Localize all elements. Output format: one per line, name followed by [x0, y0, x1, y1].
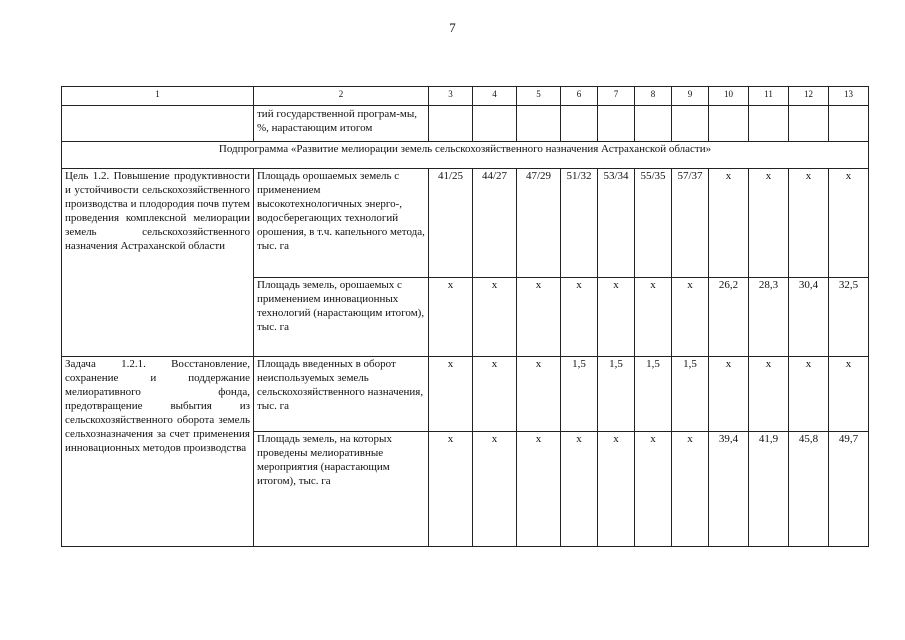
indicator-cell: Площадь введенных в оборот неиспользуемых земель сельскохозяйственного назначения, тыс. га [254, 357, 429, 432]
value-cell [789, 106, 829, 142]
column-header: 8 [635, 87, 672, 106]
value-cell: 49,7 [829, 432, 869, 547]
value-cell: х [789, 357, 829, 432]
value-cell: 47/29 [517, 169, 561, 278]
column-header: 10 [709, 87, 749, 106]
page-number: 7 [449, 20, 456, 35]
value-cell [829, 106, 869, 142]
value-cell [429, 106, 473, 142]
value-cell: 51/32 [561, 169, 598, 278]
value-cell: х [429, 357, 473, 432]
value-cell: х [635, 432, 672, 547]
value-cell: х [672, 278, 709, 357]
value-cell [749, 106, 789, 142]
value-cell: х [517, 432, 561, 547]
value-cell: х [829, 169, 869, 278]
value-cell: х [561, 278, 598, 357]
subprogram-title: Подпрограмма «Развитие мелиорации земель сельскохозяйственного назначения Астраханской области» [62, 142, 869, 169]
value-cell: 39,4 [709, 432, 749, 547]
table-row [62, 106, 869, 142]
column-header: 1 [62, 87, 254, 106]
column-header: 12 [789, 87, 829, 106]
value-cell: х [429, 432, 473, 547]
table-row [62, 169, 869, 278]
value-cell [517, 106, 561, 142]
value-cell: 1,5 [561, 357, 598, 432]
indicator-cell: Площадь земель, на которых проведены мелиоративные мероприятия (нарастающим итогом), тыс. га [254, 432, 429, 547]
goal-cell: Задача 1.2.1. Восстановление, сохранение и поддержание мелиоративного фонда, предотвращение выбытия из сельскохозяйственного оборота земель сельхозназначения за счет применения инновационных методов производства [62, 357, 254, 547]
column-header: 5 [517, 87, 561, 106]
value-cell: 57/37 [672, 169, 709, 278]
value-cell: х [473, 278, 517, 357]
value-cell: 41,9 [749, 432, 789, 547]
value-cell: 30,4 [789, 278, 829, 357]
value-cell [635, 106, 672, 142]
goal-cell [62, 106, 254, 142]
value-cell [561, 106, 598, 142]
column-header: 7 [598, 87, 635, 106]
goal-cell: Цель 1.2. Повышение продуктивности и устойчивости сельскохозяйственного производства и плодородия почв путем проведения комплексной мелиорации земель сельскохозяйственного назначения Астраханской области [62, 169, 254, 357]
value-cell: х [517, 278, 561, 357]
value-cell: х [561, 432, 598, 547]
column-header: 3 [429, 87, 473, 106]
value-cell: 1,5 [598, 357, 635, 432]
value-cell: х [429, 278, 473, 357]
value-cell: х [749, 169, 789, 278]
value-cell [709, 106, 749, 142]
value-cell: х [829, 357, 869, 432]
value-cell: х [517, 357, 561, 432]
value-cell [473, 106, 517, 142]
value-cell: 45,8 [789, 432, 829, 547]
column-header: 6 [561, 87, 598, 106]
value-cell: х [789, 169, 829, 278]
value-cell [672, 106, 709, 142]
value-cell: 26,2 [709, 278, 749, 357]
value-cell: х [598, 432, 635, 547]
value-cell: х [473, 432, 517, 547]
table-row [62, 357, 869, 432]
value-cell: 53/34 [598, 169, 635, 278]
value-cell: 41/25 [429, 169, 473, 278]
column-header: 2 [254, 87, 429, 106]
value-cell: 44/27 [473, 169, 517, 278]
value-cell: х [598, 278, 635, 357]
value-cell: х [709, 357, 749, 432]
value-cell [598, 106, 635, 142]
value-cell: х [635, 278, 672, 357]
column-header: 4 [473, 87, 517, 106]
value-cell: 1,5 [635, 357, 672, 432]
subprogram-row [62, 142, 869, 169]
value-cell: 1,5 [672, 357, 709, 432]
value-cell: х [473, 357, 517, 432]
column-number-row [62, 87, 869, 106]
indicators-table [61, 86, 869, 547]
indicator-cell: Площадь орошаемых земель с применением высокотехнологичных энерго-, водосберегающих технологий орошения, в т.ч. капельного метода, тыс. га [254, 169, 429, 278]
column-header: 11 [749, 87, 789, 106]
value-cell: х [709, 169, 749, 278]
value-cell: 55/35 [635, 169, 672, 278]
column-header: 9 [672, 87, 709, 106]
value-cell: х [672, 432, 709, 547]
column-header: 13 [829, 87, 869, 106]
indicator-cell: Площадь земель, орошаемых с применением инновационных технологий (нарастающим итогом), тыс. га [254, 278, 429, 357]
value-cell: 28,3 [749, 278, 789, 357]
indicator-cell: тий государственной програм-мы, %, нарастающим итогом [254, 106, 429, 142]
value-cell: х [749, 357, 789, 432]
value-cell: 32,5 [829, 278, 869, 357]
